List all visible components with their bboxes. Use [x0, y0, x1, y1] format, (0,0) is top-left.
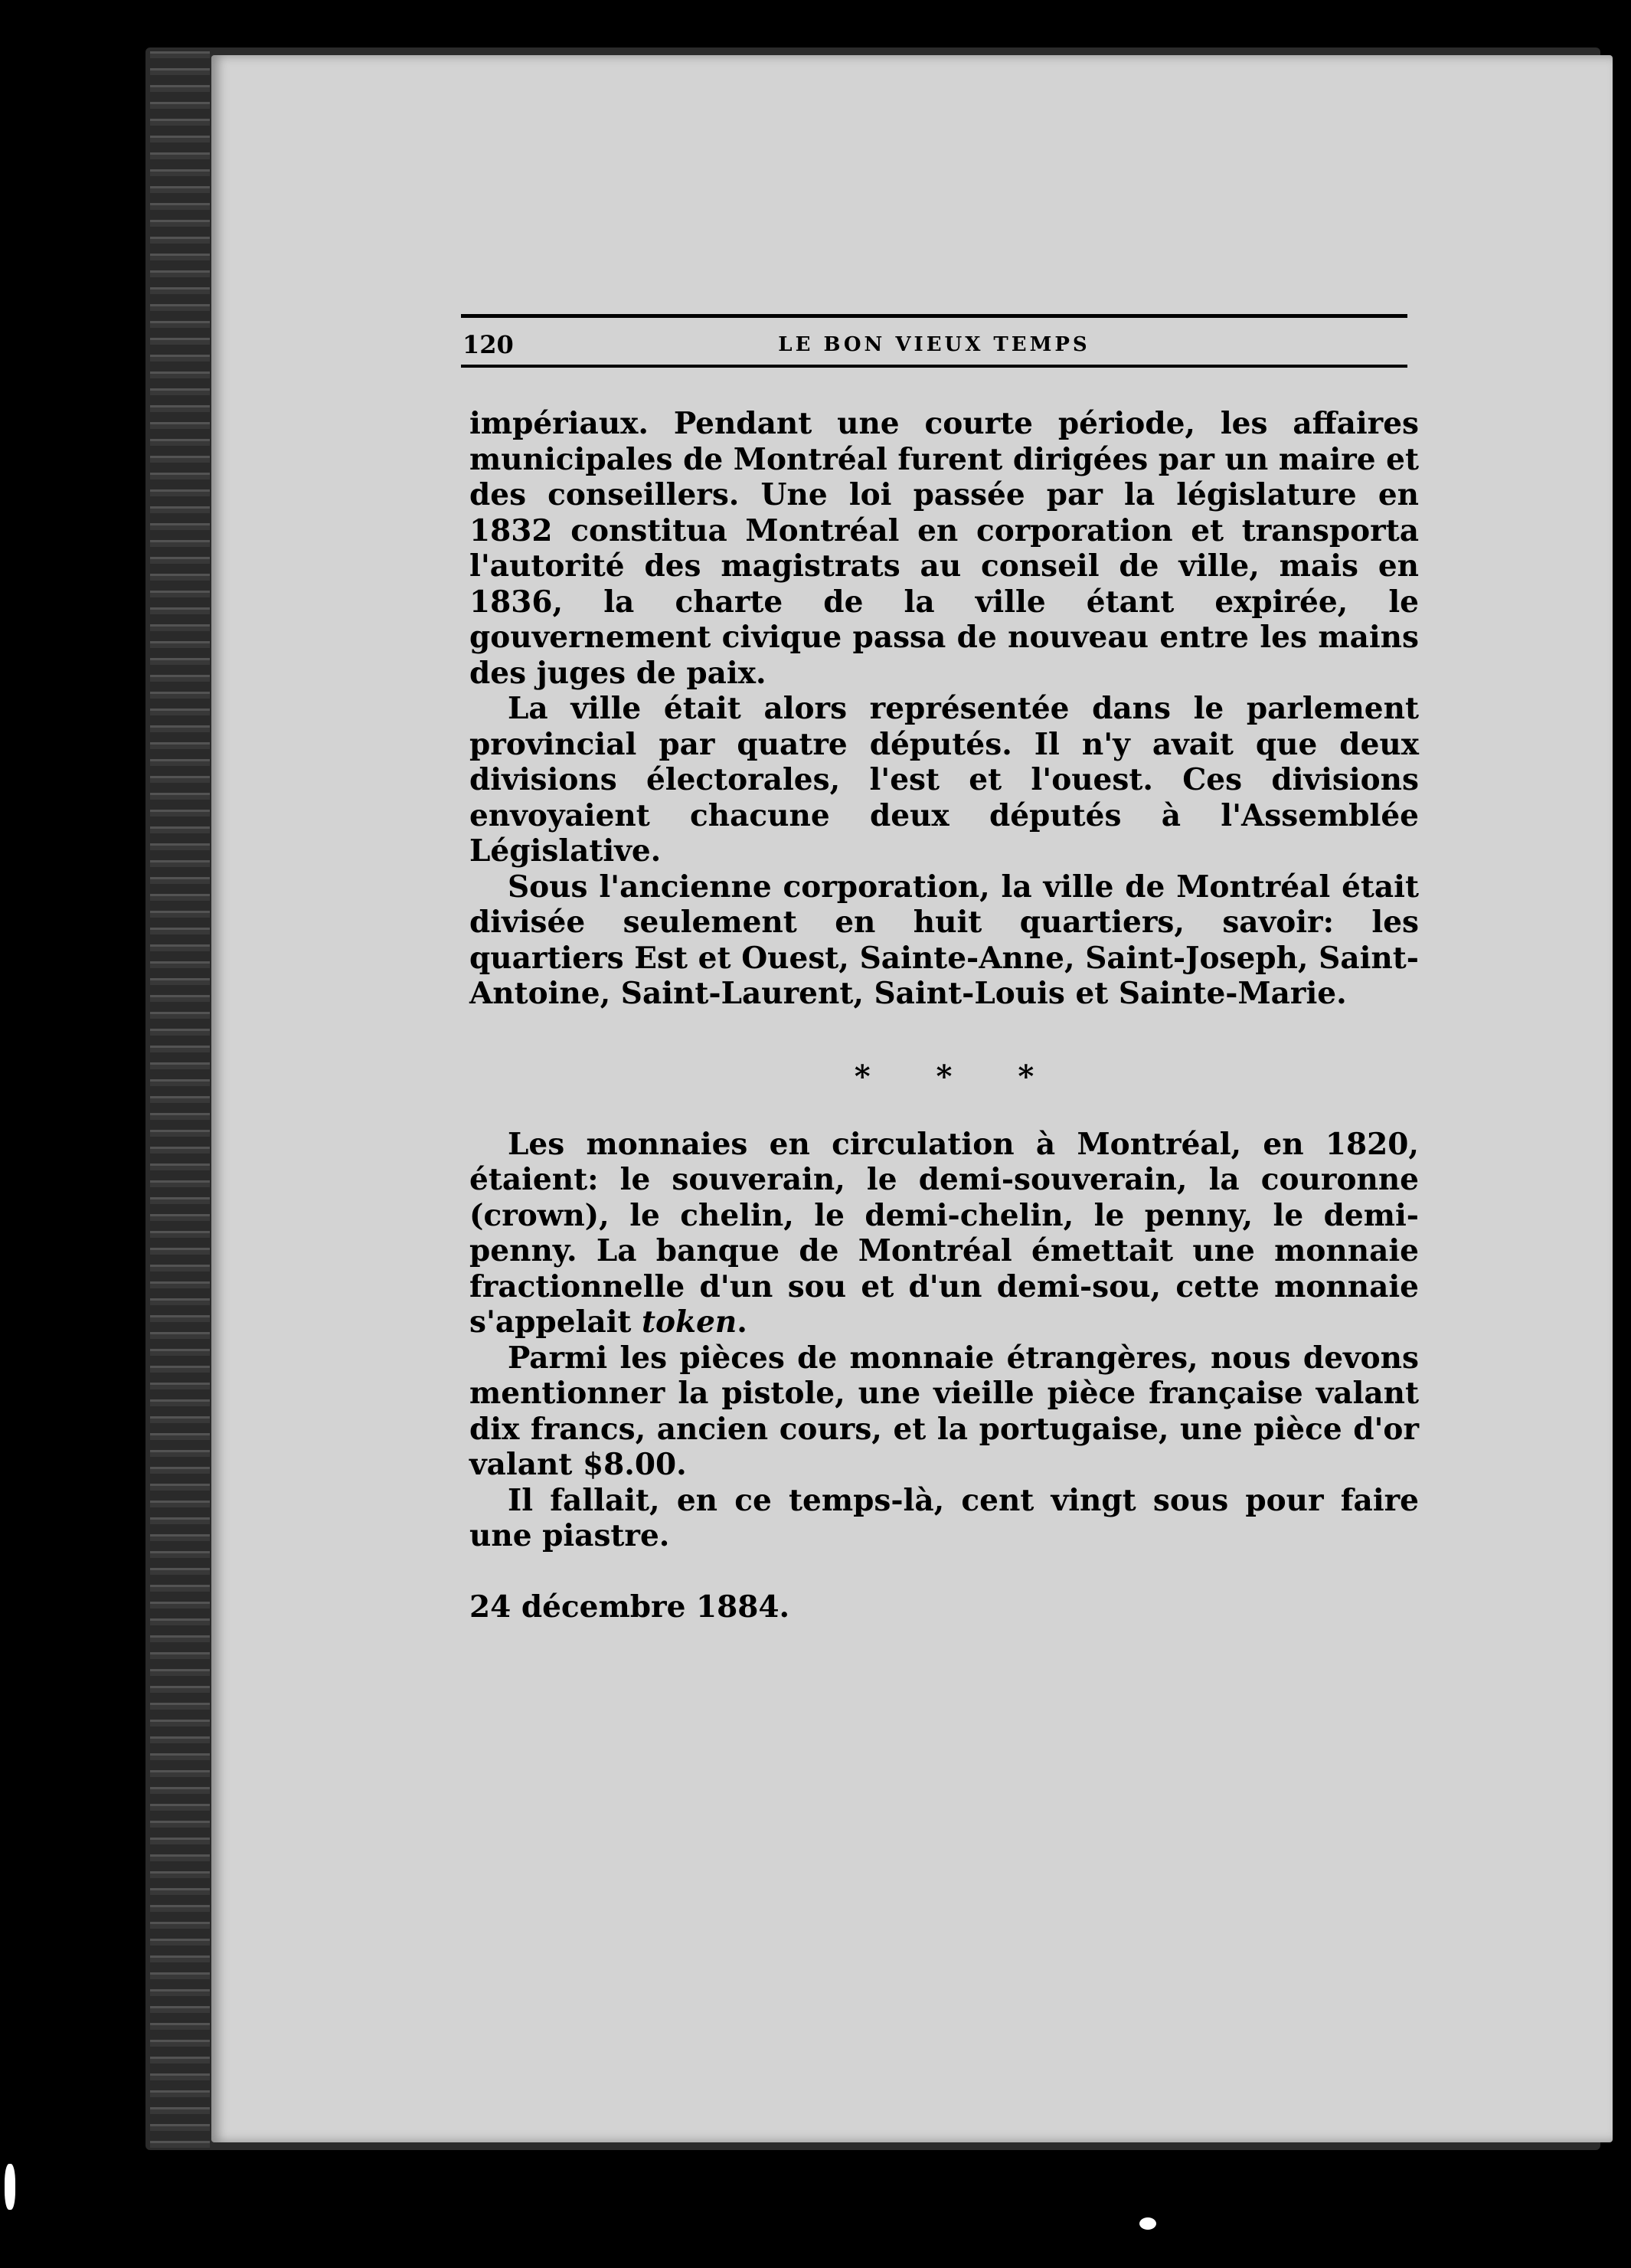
- italic-word: token: [642, 1304, 737, 1340]
- paragraph-6: Il fallait, en ce temps-là, cent vingt sous pour faire une piastre.: [469, 1482, 1419, 1553]
- header-rule-bottom: [461, 365, 1407, 368]
- paragraph-1: impériaux. Pendant une courte période, les affaires municipales de Montréal furent dirigées par un maire et des conseillers. Une loi passée par la législature en 1832 constitua Montréal en corporation et transporta l'autorité des magistrats au conseil de ville, mais en 1836, la charte de la ville étant expirée, le gouvernement civique passa de nouveau entre les mains des juges de paix.: [469, 406, 1419, 691]
- book-spine-shadow: [150, 49, 210, 2148]
- paragraph-2: La ville était alors représentée dans le parlement provincial par quatre députés. Il n'y avait que deux divisions électorales, l'est et l'ouest. Ces divisions envoyaient chacune deux députés à l'Assemblée Législative.: [469, 691, 1419, 869]
- running-title: LE BON VIEUX TEMPS: [778, 333, 1090, 356]
- page-number: 120: [462, 330, 514, 359]
- header-rule-top: [461, 314, 1407, 318]
- date-line: 24 décembre 1884.: [469, 1589, 790, 1625]
- text-block: [469, 406, 1419, 1625]
- scan-speck: [1139, 2217, 1156, 2230]
- scan-speck: [5, 2164, 15, 2210]
- spacer: [469, 1554, 1419, 1589]
- section-ornament: * * *: [854, 1058, 1062, 1095]
- paragraph-5: Parmi les pièces de monnaie étrangères, nous devons mentionner la pistole, une vieille pièce française valant dix francs, ancien cours, et la portugaise, une pièce d'or valant $8.00.: [469, 1340, 1419, 1482]
- paragraph-3: Sous l'ancienne corporation, la ville de Montréal était divisée seulement en huit quartiers, savoir: les quartiers Est et Ouest, Sainte-Anne, Saint-Joseph, Saint-Antoine, Saint-Laurent, Saint-Louis et Sainte-Marie.: [469, 869, 1419, 1011]
- paragraph-4: Les monnaies en circulation à Montréal, en 1820, étaient: le souverain, le demi-souverain, la couronne (crown), le chelin, le demi-chelin, le penny, le demi-penny. La banque de Montréal émettait une monnaie fractionnelle d'un sou et d'un demi-sou, cette monnaie s'appelait token.: [469, 1126, 1419, 1340]
